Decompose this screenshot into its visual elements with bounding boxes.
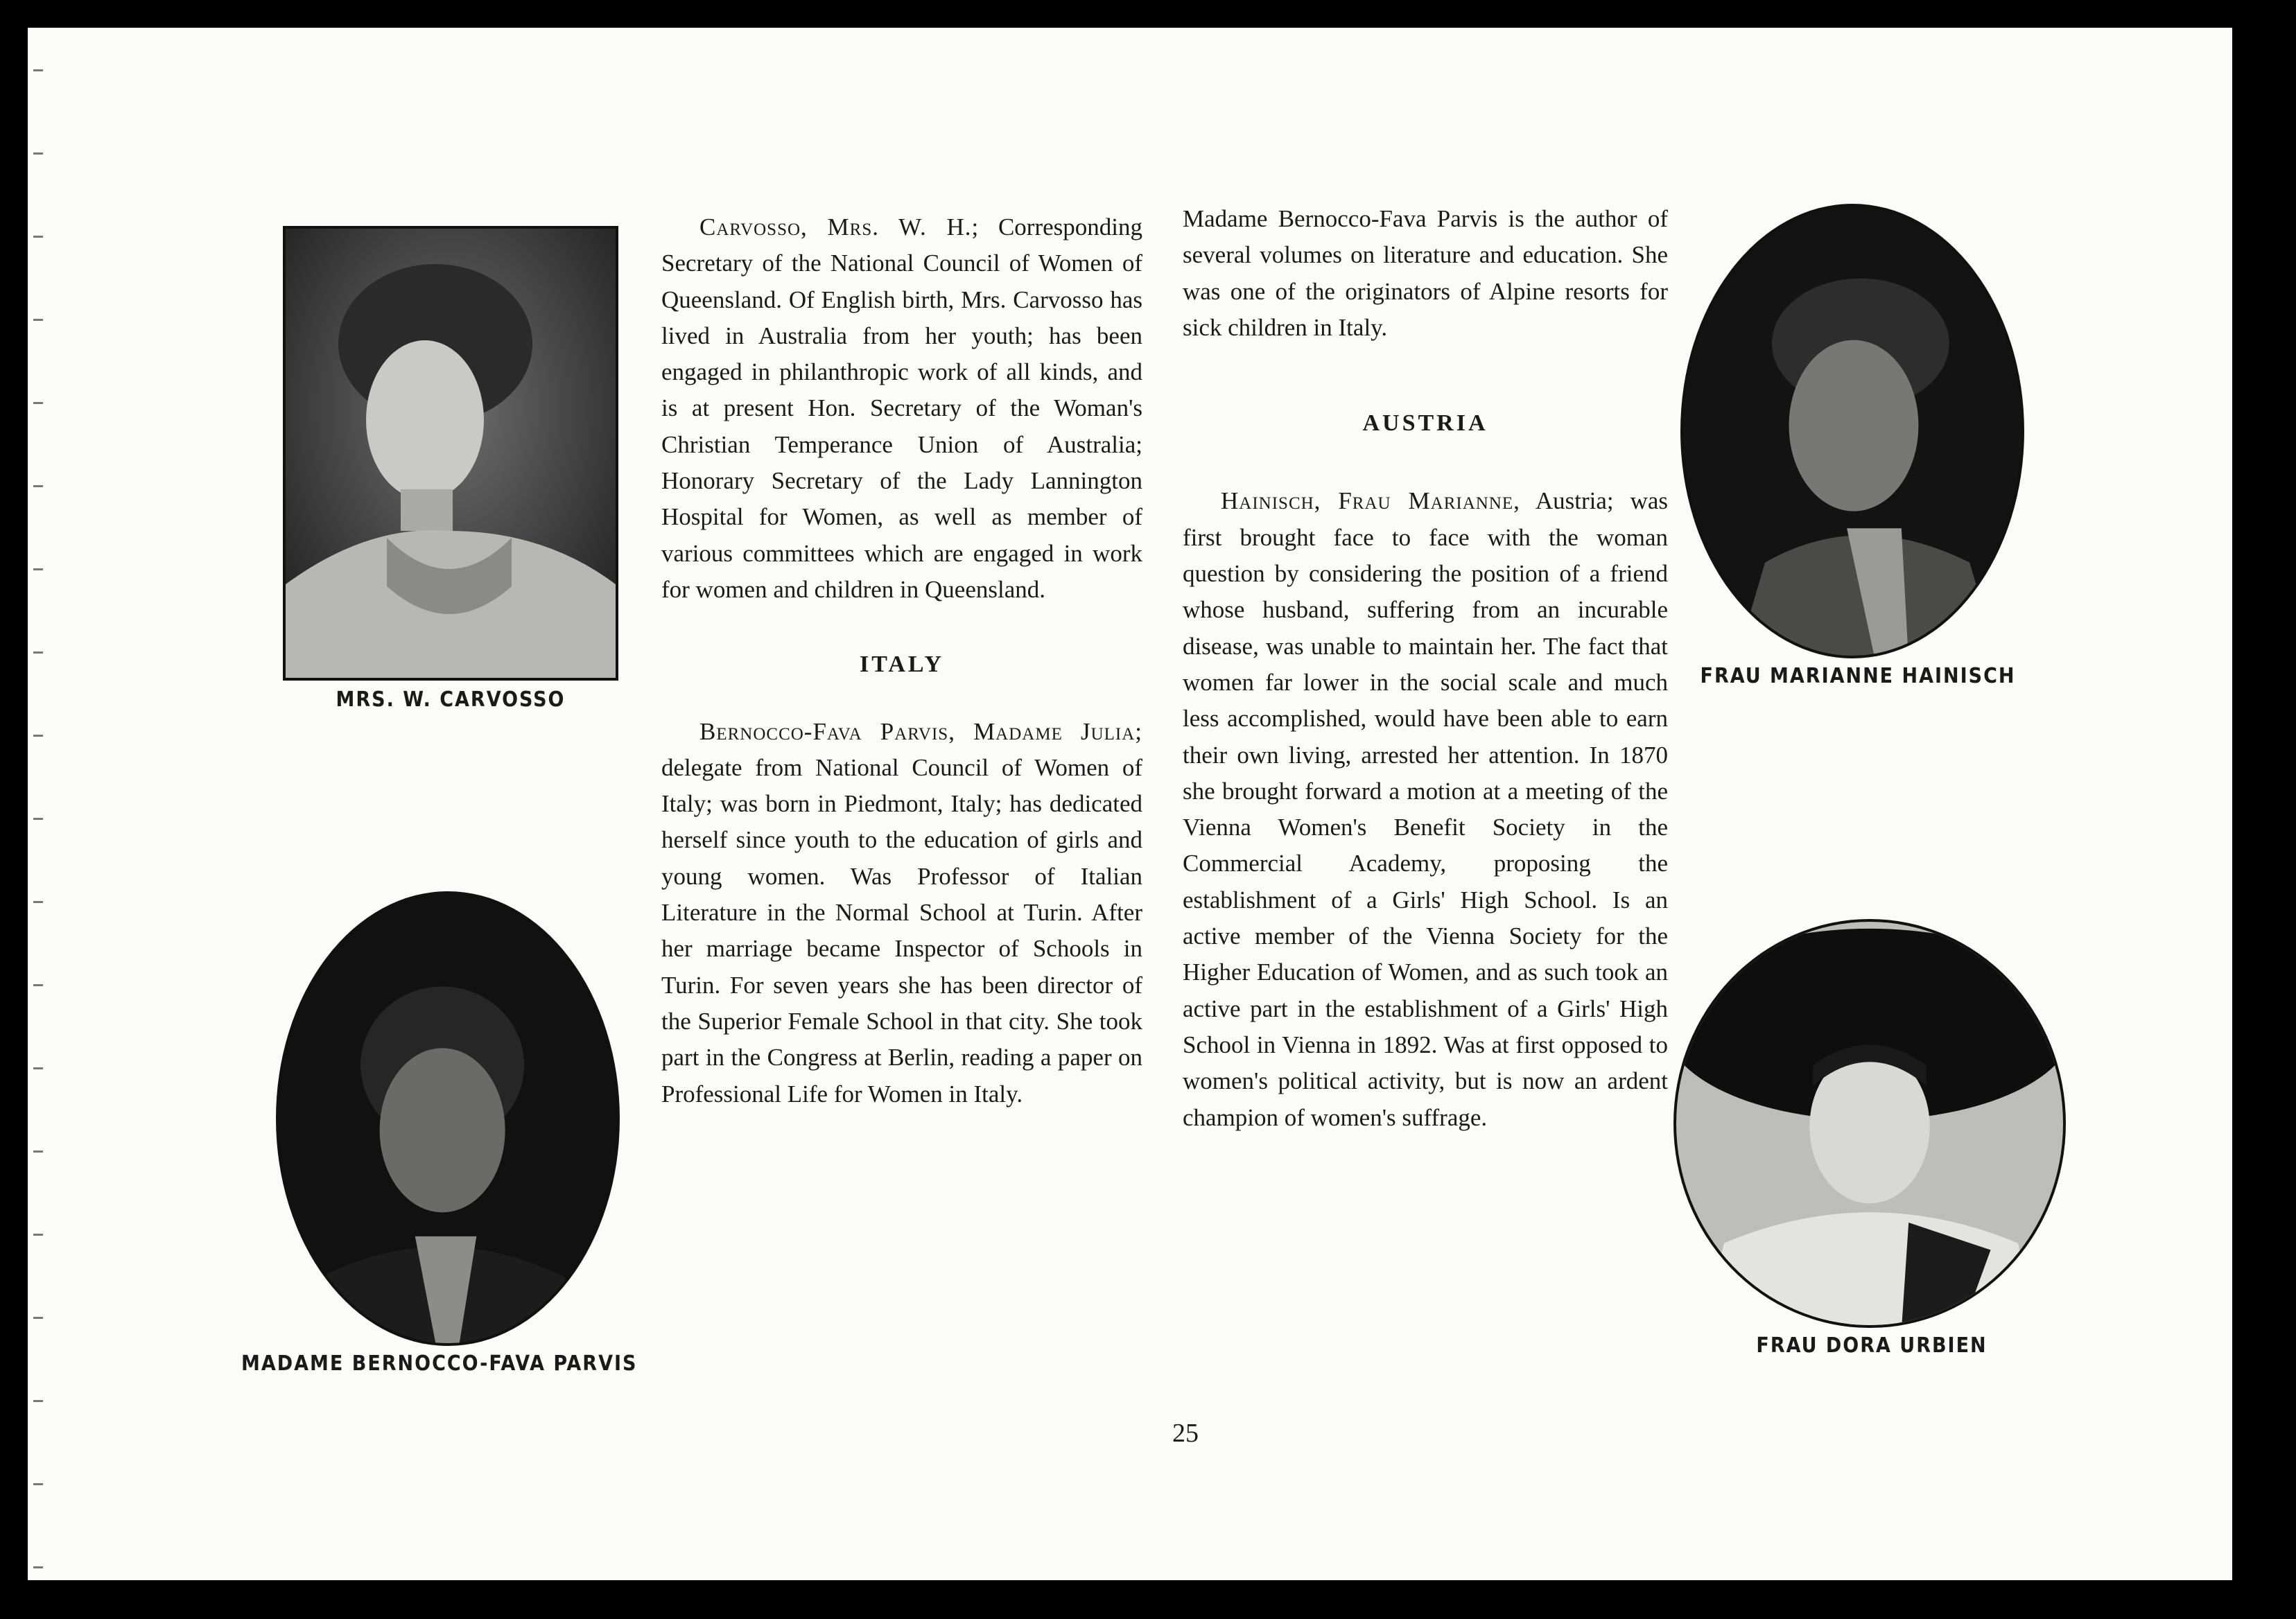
caption-bernocco: MADAME BERNOCCO-FAVA PARVIS (241, 1351, 638, 1376)
paragraph-carvosso (661, 209, 1142, 608)
portrait-hainisch (1680, 204, 2024, 658)
column-right (1183, 201, 1668, 1136)
caption-urbien: FRAU DORA URBIEN (1756, 1333, 1988, 1358)
entry-text: Austria; was first brought face to face with the woman question by considering the position of a friend whose husband, suffering from an incurable disease, was unable to maintain her. The fact that women far lower in the social scale and much less accomplished, would have been able to earn their own living, arrested her attention. In 1870 she brought forward a motion at a meeting of the Vienna Women's Benefit Society in the Commercial Academy, proposing the establishment of a Girls' High School. Is an active member of the Vienna Society for the Higher Education of Women, and as such took an active part in the establishment of a Girls' High School in Vienna in 1892. Was at first opposed to women's political activity, but is now an ardent champion of women's suffrage. (1183, 487, 1669, 1131)
paragraph-hainisch (1183, 483, 1668, 1135)
section-heading-austria: AUSTRIA (1362, 410, 1488, 437)
entry-text: delegate from National Council of Women of Italy; was born in Piedmont, Italy; has dedicated herself since youth to the education of girls and young women. Was Professor of Italian Literature in the Normal School at Turin. After her marriage became Inspector of Schools in Turin. For seven years she has been director of the Superior Female School in that city. She took part in the Congress at Berlin, reading a paper on Professional Life for Women in Italy. (661, 753, 1142, 1108)
portrait-bernocco (276, 891, 620, 1346)
entry-name: Carvosso, Mrs. W. H.; (699, 213, 980, 240)
caption-hainisch: FRAU MARIANNE HAINISCH (1700, 664, 2016, 688)
column-left (661, 209, 1142, 1112)
paragraph-bernocco-continued: Madame Bernocco-Fava Parvis is the author of several volumes on literature and education. She was one of the originators of Alpine resorts for sick children in Italy. (1183, 205, 1668, 341)
book-page (28, 28, 2232, 1580)
entry-text: Corresponding Secretary of the National Council of Women of Queensland. Of English birth, Mrs. Carvosso has lived in Australia from her youth; has been engaged in philanthropic work of all kinds, and is at present Hon. Secretary of the Woman's Christian Temperance Union of Australia; Honorary Secretary of the Lady Lannington Hospital for Women, as well as member of various committees which are engaged in work for women and children in Queensland. (661, 213, 1142, 603)
entry-name: Hainisch, Frau Marianne, (1221, 487, 1520, 515)
page-number: 25 (1172, 1419, 1199, 1448)
paragraph-bernocco (661, 714, 1142, 1112)
section-heading-italy: ITALY (859, 651, 945, 678)
caption-carvosso: MRS. W. CARVOSSO (336, 688, 566, 712)
portrait-urbien (1673, 919, 2066, 1328)
entry-name: Bernocco-Fava Parvis, Madame Julia; (699, 717, 1142, 745)
portrait-frame (283, 226, 618, 681)
binding-marks (33, 69, 43, 1580)
